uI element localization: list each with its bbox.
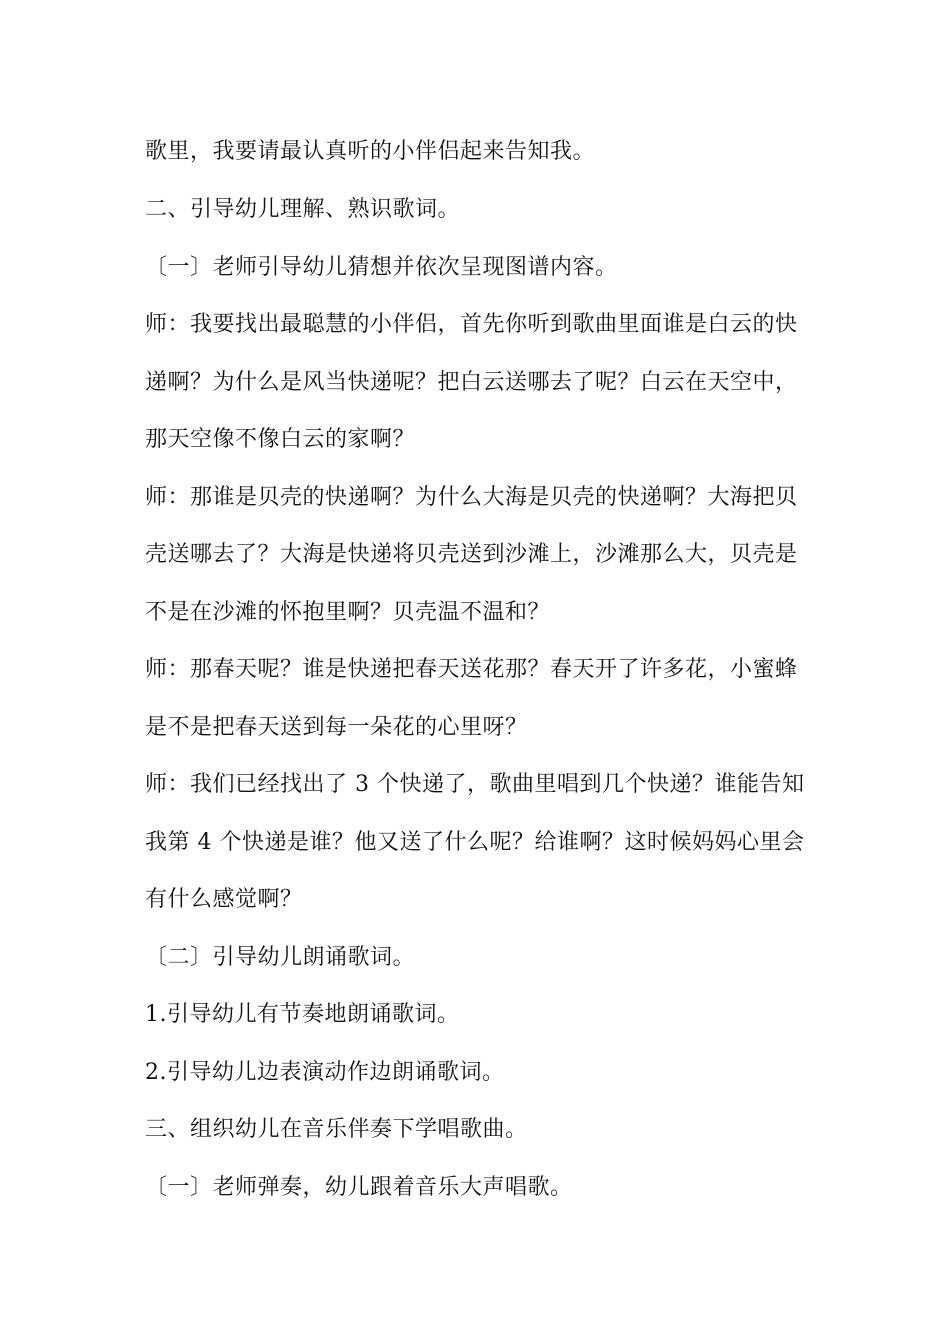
- text-line-13: 我第 4 个快递是谁？他又送了什么呢？给谁啊？这时候妈妈心里会: [145, 830, 805, 855]
- subsection-heading-2-1: 〔一〕老师引导幼儿猜想并依次呈现图谱内容。: [145, 255, 618, 280]
- list-item-2: 2.引导幼儿边表演动作边朗诵歌词。: [145, 1060, 505, 1085]
- text-line-1: 歌里，我要请最认真听的小伴侣起来告知我。: [145, 139, 596, 164]
- text-line-4: 师：我要找出最聪慧的小伴侣，首先你听到歌曲里面谁是白云的快: [145, 312, 798, 337]
- section-heading-2: 二、引导幼儿理解、熟识歌词。: [145, 197, 461, 222]
- text-line-6: 那天空像不像白云的家啊？: [145, 427, 416, 452]
- text-line-5: 递啊？为什么是风当快递呢？把白云送哪去了呢？白云在天空中，: [145, 370, 798, 395]
- text-line-14: 有什么感觉啊？: [145, 887, 303, 912]
- text-line-7: 师：那谁是贝壳的快递啊？为什么大海是贝壳的快递啊？大海把贝: [145, 485, 798, 510]
- list-item-1: 1.引导幼儿有节奏地朗诵歌词。: [145, 1002, 460, 1027]
- subsection-heading-3-1: 〔一〕老师弹奏，幼儿跟着音乐大声唱歌。: [145, 1175, 573, 1200]
- subsection-heading-2-2: 〔二〕引导幼儿朗诵歌词。: [145, 945, 416, 970]
- section-heading-3: 三、组织幼儿在音乐伴奏下学唱歌曲。: [145, 1117, 528, 1142]
- text-line-11: 是不是把春天送到每一朵花的心里呀？: [145, 715, 528, 740]
- text-line-12: 师：我们已经找出了 3 个快递了，歌曲里唱到几个快递？谁能告知: [145, 772, 805, 797]
- text-line-10: 师：那春天呢？谁是快递把春天送花那？春天开了许多花，小蜜蜂: [145, 657, 798, 682]
- text-line-9: 不是在沙滩的怀抱里啊？贝壳温不温和？: [145, 600, 551, 625]
- text-line-8: 壳送哪去了？大海是快递将贝壳送到沙滩上，沙滩那么大，贝壳是: [145, 542, 798, 567]
